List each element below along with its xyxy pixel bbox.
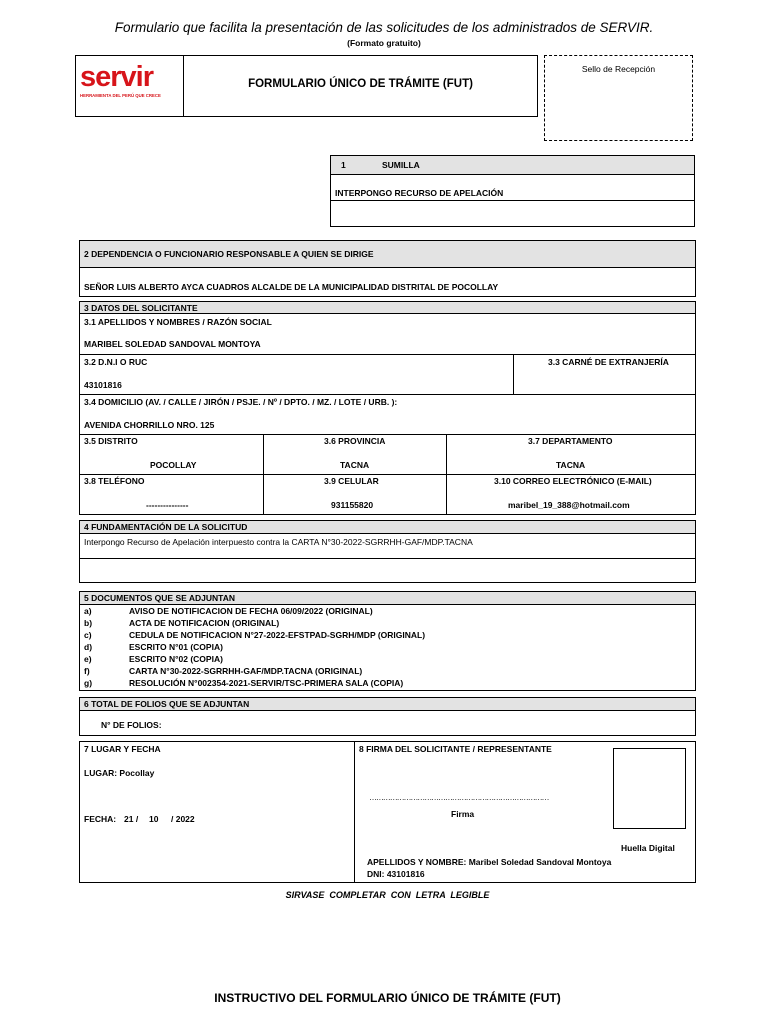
documento-letter: a) <box>84 606 92 616</box>
departamento-value[interactable]: TACNA <box>556 460 586 470</box>
celular-label: 3.9 CELULAR <box>324 476 379 486</box>
fundamentacion-label: 4 FUNDAMENTACIÓN DE LA SOLICITUD <box>84 522 248 532</box>
provincia-label: 3.6 PROVINCIA <box>324 436 386 446</box>
firma-label: Firma <box>451 809 475 819</box>
telefono-value[interactable]: --------------- <box>146 500 189 510</box>
free-format-note: (Formato gratuito) <box>347 38 421 48</box>
email-label: 3.10 CORREO ELECTRÓNICO (E-MAIL) <box>494 476 652 486</box>
lugar-value[interactable]: LUGAR: Pocollay <box>84 768 155 778</box>
domicilio-label: 3.4 DOMICILIO (AV. / CALLE / JIRÓN / PSJE. / Nº / DPTO. / MZ. / LOTE / URB. ): <box>84 397 398 407</box>
documento-letter: c) <box>84 630 92 640</box>
folios-label: 6 TOTAL DE FOLIOS QUE SE ADJUNTAN <box>84 699 250 709</box>
documento-letter: b) <box>84 618 93 628</box>
provincia-value[interactable]: TACNA <box>340 460 370 470</box>
stamp-label: Sello de Recepción <box>581 64 656 74</box>
documento-item[interactable]: CARTA N°30-2022-SGRRHH-GAF/MDP.TACNA (ORIGINAL) <box>129 666 363 676</box>
fecha-day[interactable]: 21 / <box>124 814 139 824</box>
sumilla-text[interactable]: INTERPONGO RECURSO DE APELACIÓN <box>335 188 504 198</box>
huella-label: Huella Digital <box>621 843 675 853</box>
domicilio-value[interactable]: AVENIDA CHORRILLO NRO. 125 <box>84 420 215 430</box>
documento-letter: g) <box>84 678 93 688</box>
carne-label: 3.3 CARNÉ DE EXTRANJERÍA <box>548 357 669 367</box>
documento-letter: f) <box>84 666 90 676</box>
documento-item[interactable]: RESOLUCIÓN N°002354-2021-SERVIR/TSC-PRIMERA SALA (COPIA) <box>129 678 404 688</box>
servir-logo-text: servir <box>80 61 154 93</box>
fecha-year[interactable]: / 2022 <box>171 814 195 824</box>
documento-letter: e) <box>84 654 92 664</box>
documento-letter: d) <box>84 642 93 652</box>
dependencia-value[interactable]: SEÑOR LUIS ALBERTO AYCA CUADROS ALCALDE DE LA MUNICIPALIDAD DISTRITAL DE POCOLLAY <box>84 282 499 292</box>
documento-item[interactable]: ESCRITO N°02 (COPIA) <box>129 654 223 664</box>
distrito-value[interactable]: POCOLLAY <box>150 460 197 470</box>
documentos-label: 5 DOCUMENTOS QUE SE ADJUNTAN <box>84 593 235 603</box>
solicitante-label: 3 DATOS DEL SOLICITANTE <box>84 303 198 313</box>
dni-label: 3.2 D.N.I O RUC <box>84 357 148 367</box>
fecha-month[interactable]: 10 <box>149 814 159 824</box>
fundamentacion-text[interactable]: Interpongo Recurso de Apelación interpuesto contra la CARTA N°30-2022-SGRRHH-GAF/MDP.TACNA <box>84 537 473 547</box>
documento-item[interactable]: AVISO DE NOTIFICACION DE FECHA 06/09/2022 (ORIGINAL) <box>129 606 373 616</box>
form-title: FORMULARIO ÚNICO DE TRÁMITE (FUT) <box>248 78 473 90</box>
sumilla-label: SUMILLA <box>382 160 420 170</box>
departamento-label: 3.7 DEPARTAMENTO <box>528 436 613 446</box>
distrito-label: 3.5 DISTRITO <box>84 436 138 446</box>
dependencia-label: 2 DEPENDENCIA O FUNCIONARIO RESPONSABLE A QUIEN SE DIRIGE <box>84 249 374 259</box>
folios-count-label[interactable]: N° DE FOLIOS: <box>101 720 162 730</box>
documento-item[interactable]: CEDULA DE NOTIFICACION N°27-2022-EFSTPAD-SGRH/MDP (ORIGINAL) <box>129 630 426 640</box>
instructivo-title: INSTRUCTIVO DEL FORMULARIO ÚNICO DE TRÁMITE (FUT) <box>214 991 561 1005</box>
fingerprint-box <box>613 748 686 829</box>
form-subtitle: Formulario que facilita la presentación de las solicitudes de los administrados de SERVIR. <box>114 20 654 35</box>
firmante-dni[interactable]: DNI: 43101816 <box>367 869 425 879</box>
servir-logo-tagline: HERRAMIENTA DEL PERÚ QUE CRECE <box>80 93 161 98</box>
sumilla-number: 1 <box>341 160 346 170</box>
fecha-label: FECHA: <box>84 814 117 824</box>
name-label: 3.1 APELLIDOS Y NOMBRES / RAZÓN SOCIAL <box>84 317 272 327</box>
firmante-nombre[interactable]: APELLIDOS Y NOMBRE: Maribel Soledad Sandoval Montoya <box>367 857 612 867</box>
servir-logo <box>80 63 180 103</box>
documento-item[interactable]: ESCRITO N°01 (COPIA) <box>129 642 223 652</box>
signature-line[interactable]: …………………………………………………………………… <box>369 793 549 802</box>
lugar-fecha-label: 7 LUGAR Y FECHA <box>84 744 161 754</box>
celular-value[interactable]: 931155820 <box>331 500 374 510</box>
dni-value[interactable]: 43101816 <box>84 380 122 390</box>
email-value[interactable]: maribel_19_388@hotmail.com <box>508 500 630 510</box>
telefono-label: 3.8 TELÉFONO <box>84 476 145 486</box>
name-value[interactable]: MARIBEL SOLEDAD SANDOVAL MONTOYA <box>84 339 261 349</box>
firma-section-label: 8 FIRMA DEL SOLICITANTE / REPRESENTANTE <box>359 744 552 754</box>
documento-item[interactable]: ACTA DE NOTIFICACION (ORIGINAL) <box>129 618 280 628</box>
legible-note: SIRVASE COMPLETAR CON LETRA LEGIBLE <box>285 890 490 900</box>
